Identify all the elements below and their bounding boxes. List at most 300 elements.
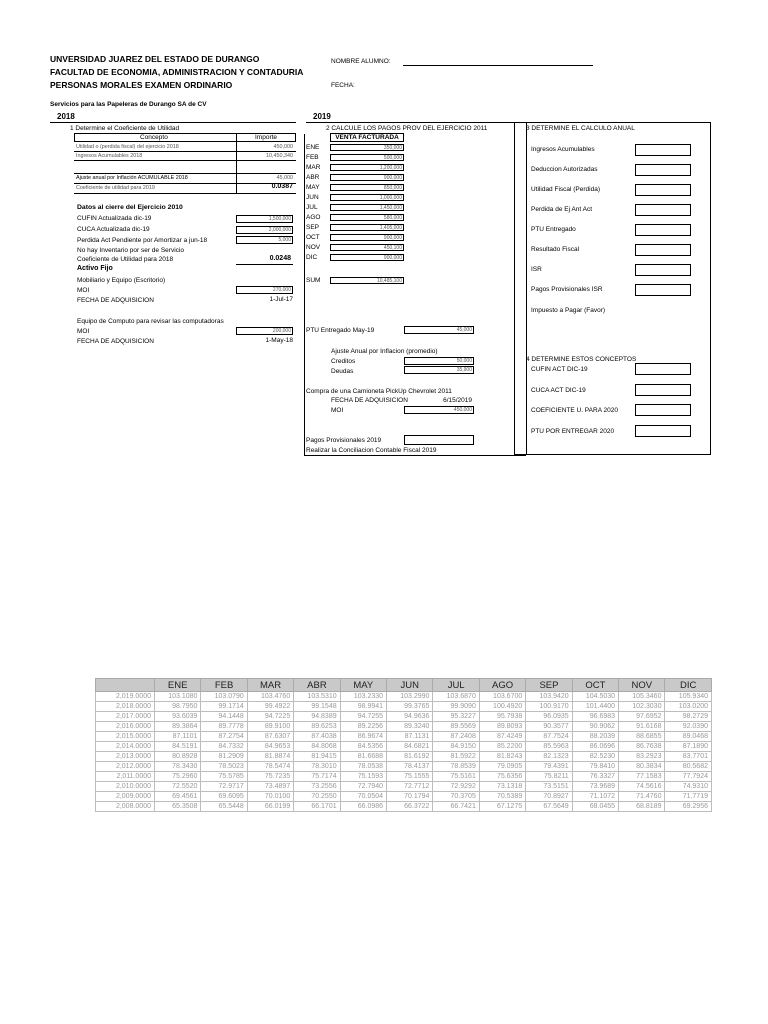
section2-title: 2 CALCULE LOS PAGOS PROV DEL EJERCICIO 2011 [326, 125, 488, 132]
inpc-value-cell: 72.7712 [387, 782, 433, 792]
date-label: FECHA: [331, 82, 355, 89]
month-value[interactable]: 450,100 [330, 244, 404, 251]
inpc-value-cell: 78.4137 [387, 762, 433, 772]
inpc-value-cell: 84.9653 [247, 742, 293, 752]
month-value[interactable]: 900,000 [330, 254, 404, 261]
month-value[interactable]: 900,000 [330, 174, 404, 181]
inpc-value-cell: 89.0468 [665, 732, 712, 742]
inpc-header-cell: FEB [201, 679, 247, 692]
inpc-value-cell: 91.6168 [619, 722, 665, 732]
section2-left-border [304, 134, 305, 455]
annual-calc-input[interactable] [635, 144, 691, 156]
inpc-value-cell: 76.3327 [572, 772, 618, 782]
inpc-value-cell: 94.7255 [340, 712, 386, 722]
row-label: Ajuste anual por Inflación ACUMULABLE 2018 [76, 175, 188, 181]
inpc-header-cell: SEP [526, 679, 572, 692]
inpc-value-cell: 99.9090 [433, 702, 479, 712]
inpc-header-cell: ENE [155, 679, 201, 692]
annual-calc-label: PTU Entregado [531, 226, 576, 233]
moi-value[interactable]: 200,000 [236, 327, 293, 335]
inpc-value-cell: 69.6095 [201, 792, 247, 802]
inpc-value-cell: 87.1890 [665, 742, 712, 752]
inpc-value-cell: 70.3705 [433, 792, 479, 802]
inpc-value-cell: 81.9415 [294, 752, 340, 762]
inpc-year-cell: 2,010.0000 [96, 782, 155, 792]
exam-title: PERSONAS MORALES EXAMEN ORDINARIO [50, 80, 233, 90]
inpc-value-cell: 88.6855 [619, 732, 665, 742]
inpc-year-cell: 2,015.0000 [96, 732, 155, 742]
inpc-year-cell: 2,012.0000 [96, 762, 155, 772]
concept-column-header: Concepto [140, 134, 168, 141]
inpc-value-cell: 77.7924 [665, 772, 712, 782]
inpc-value-cell: 86.0696 [572, 742, 618, 752]
venta-facturada-title: VENTA FACTURADA [335, 134, 399, 141]
inpc-value-cell: 81.2909 [201, 752, 247, 762]
moi-value[interactable]: 450,000 [404, 406, 474, 414]
inpc-value-cell: 92.0390 [665, 722, 712, 732]
annual-calc-label: Resultado Fiscal [531, 246, 580, 253]
inpc-year-cell: 2,017.0000 [96, 712, 155, 722]
inpc-value-cell: 90.9062 [572, 722, 618, 732]
inpc-value-cell: 81.8243 [479, 752, 525, 762]
compra-label: Compra de una Camioneta PickUp Chevrolet 2011 [306, 388, 452, 395]
concept-label: CUFIN ACT DIC-19 [531, 366, 588, 373]
inpc-value-cell: 89.9100 [247, 722, 293, 732]
annual-calc-label: Deduccion Autorizadas [531, 166, 598, 173]
inpc-value-cell: 101.4400 [572, 702, 618, 712]
inpc-value-cell: 89.3864 [155, 722, 201, 732]
inpc-value-cell: 72.9717 [201, 782, 247, 792]
inpc-value-cell: 94.8389 [294, 712, 340, 722]
inpc-header-cell: JUL [433, 679, 479, 692]
month-value[interactable]: 1,200,000 [330, 164, 404, 171]
concept-input[interactable] [635, 425, 691, 437]
section4-title: 4 DETERMINE ESTOS CONCEPTOS [526, 356, 637, 363]
month-label: MAR [306, 164, 321, 171]
month-label: JUN [306, 194, 319, 201]
inpc-value-cell: 78.3430 [155, 762, 201, 772]
frame-top-left [50, 122, 296, 123]
inpc-value-cell: 78.0538 [340, 762, 386, 772]
inpc-value-cell: 90.3577 [526, 722, 572, 732]
inpc-value-cell: 73.9689 [572, 782, 618, 792]
row-divider [74, 173, 296, 174]
inpc-value-cell: 84.8068 [294, 742, 340, 752]
month-label: NOV [306, 244, 321, 251]
inpc-header-cell: AGO [479, 679, 525, 692]
month-value[interactable]: 1,000,000 [330, 194, 404, 201]
annual-calc-input[interactable] [635, 284, 691, 296]
month-label: DIC [306, 254, 318, 261]
month-label: AGO [306, 214, 321, 221]
inpc-table [95, 678, 712, 812]
sum-label: SUM [306, 277, 321, 284]
fecha-adquisicion-value[interactable]: 6/15/2019 [443, 397, 472, 404]
month-value[interactable]: 500,000 [330, 154, 404, 161]
year-2019: 2019 [313, 112, 331, 121]
inpc-header-row [96, 679, 712, 692]
inpc-value-cell: 68.8189 [619, 802, 665, 812]
inpc-value-cell: 89.2256 [340, 722, 386, 732]
computo-label: Equipo de Computo para revisar las computadoras [77, 318, 224, 325]
month-value[interactable]: 850,000 [330, 184, 404, 191]
university-title: UNVERSIDAD JUAREZ DEL ESTADO DE DURANGO [50, 54, 260, 64]
creditos-label: Creditos [331, 358, 356, 365]
concept-label: CUCA ACT DIC-19 [531, 387, 586, 394]
inpc-year-cell: 2,013.0000 [96, 752, 155, 762]
month-value[interactable]: 580,000 [330, 214, 404, 221]
moi-value[interactable]: 270,000 [236, 286, 293, 294]
inpc-value-cell: 100.9170 [526, 702, 572, 712]
inpc-value-cell: 70.1794 [387, 792, 433, 802]
annual-calc-input[interactable] [635, 224, 691, 236]
pagos-provisionales-input[interactable] [404, 435, 474, 445]
datos-label: CUFIN Actualizada dic-19 [77, 215, 152, 222]
inpc-value-cell: 75.5785 [201, 772, 247, 782]
inpc-value-cell: 73.2556 [294, 782, 340, 792]
month-label: SEP [306, 224, 320, 231]
inpc-value-cell: 79.0905 [479, 762, 525, 772]
inpc-value-cell: 75.7235 [247, 772, 293, 782]
inpc-value-cell: 102.3030 [619, 702, 665, 712]
inpc-value-cell: 86.7638 [619, 742, 665, 752]
month-value[interactable]: 1,405,000 [330, 224, 404, 231]
inpc-value-cell: 67.1275 [479, 802, 525, 812]
section1-title: 1 Determine el Coeficiente de Utilidad [70, 125, 180, 132]
pagos-provisionales-label: Pagos Provisionales 2019 [306, 437, 382, 444]
inpc-header-cell: ABR [294, 679, 340, 692]
inpc-value-cell: 75.1555 [387, 772, 433, 782]
fecha-adquisicion-value[interactable]: 1-May-18 [265, 337, 293, 344]
inpc-value-cell: 84.7332 [201, 742, 247, 752]
annual-calc-input[interactable] [635, 184, 691, 196]
inpc-value-cell: 103.0200 [665, 702, 712, 712]
datos-value[interactable]: 2,000,000 [236, 226, 293, 234]
inpc-value-cell: 105.3460 [619, 692, 665, 702]
inpc-value-cell: 75.5161 [433, 772, 479, 782]
table-row [96, 732, 712, 742]
inpc-value-cell: 70.8927 [526, 792, 572, 802]
venta-facturada-header [330, 133, 404, 142]
inpc-value-cell: 66.3722 [387, 802, 433, 812]
inpc-value-cell: 88.2039 [572, 732, 618, 742]
table-row [96, 752, 712, 762]
inpc-value-cell: 67.5649 [526, 802, 572, 812]
month-label: ABR [306, 174, 320, 181]
inpc-value-cell: 83.7701 [665, 752, 712, 762]
inpc-year-cell: 2,018.0000 [96, 702, 155, 712]
frame-top-mid [306, 122, 526, 123]
inpc-value-cell: 83.2923 [619, 752, 665, 762]
moi-label: MOI [331, 407, 344, 414]
inpc-value-cell: 87.2754 [201, 732, 247, 742]
datos-label: Coeficiente de Utilidad para 2018 [77, 256, 174, 263]
inpc-value-cell: 74.5616 [619, 782, 665, 792]
month-value[interactable]: 350,000 [330, 144, 404, 151]
inpc-value-cell: 98.2729 [665, 712, 712, 722]
row-divider [74, 160, 296, 161]
row-divider [74, 151, 296, 152]
inpc-year-cell: 2,019.0000 [96, 692, 155, 702]
amount-column-header: Importe [255, 134, 278, 141]
inpc-value-cell: 93.6039 [155, 712, 201, 722]
inpc-value-cell: 70.0504 [340, 792, 386, 802]
row-value[interactable]: 450,000 [273, 144, 293, 150]
inpc-value-cell: 89.6253 [294, 722, 340, 732]
inpc-value-cell: 65.3508 [155, 802, 201, 812]
inpc-value-cell: 69.2956 [665, 802, 712, 812]
inpc-value-cell: 70.0100 [247, 792, 293, 802]
sum-value[interactable]: 10,485,100 [330, 277, 404, 284]
inpc-value-cell: 99.3765 [387, 702, 433, 712]
inpc-value-cell: 80.3834 [619, 762, 665, 772]
inpc-value-cell: 68.0455 [572, 802, 618, 812]
inpc-header-cell: JUN [387, 679, 433, 692]
inpc-value-cell: 73.5151 [526, 782, 572, 792]
inpc-value-cell: 81.8874 [247, 752, 293, 762]
inpc-value-cell: 73.4897 [247, 782, 293, 792]
annual-calc-input[interactable] [635, 244, 691, 256]
annual-calc-input[interactable] [635, 204, 691, 216]
year-2018: 2018 [57, 112, 75, 121]
deudas-label: Deudas [331, 368, 354, 375]
annual-calc-label: ISR [531, 266, 542, 273]
inpc-value-cell: 78.5023 [201, 762, 247, 772]
activo-fijo-title: Activo Fijo [77, 265, 113, 272]
ptu-value[interactable]: 45,000 [404, 326, 474, 334]
inpc-year-cell: 2,014.0000 [96, 742, 155, 752]
fecha-adquisicion-label: FECHA DE ADQUISICION [331, 397, 408, 404]
row-value[interactable]: 45,000 [276, 175, 293, 181]
ptu-label: PTU Entregado May-19 [306, 327, 375, 334]
inpc-value-cell: 103.0790 [201, 692, 247, 702]
inpc-value-cell: 95.7938 [479, 712, 525, 722]
inpc-value-cell: 77.1583 [619, 772, 665, 782]
inpc-value-cell: 66.1701 [294, 802, 340, 812]
table-row [96, 692, 712, 702]
inpc-value-cell: 72.7940 [340, 782, 386, 792]
table-row [96, 792, 712, 802]
inpc-value-cell: 89.3240 [387, 722, 433, 732]
inpc-value-cell: 66.0986 [340, 802, 386, 812]
inpc-value-cell: 72.5520 [155, 782, 201, 792]
month-label: OCT [306, 234, 320, 241]
inpc-year-cell: 2,016.0000 [96, 722, 155, 732]
annual-calc-label: Pagos Provisionales ISR [531, 286, 603, 293]
concept-label: COEFICIENTE U. PARA 2020 [531, 407, 618, 414]
deudas-value[interactable]: 35,900 [404, 366, 474, 374]
conciliacion-label: Realizar la Conciliacion Contable Fiscal 2019 [306, 447, 437, 454]
inpc-header-cell [96, 679, 155, 692]
inpc-value-cell: 78.8539 [433, 762, 479, 772]
table-row [96, 742, 712, 752]
month-label: JUL [306, 204, 318, 211]
inpc-value-cell: 103.6700 [479, 692, 525, 702]
table-row [96, 772, 712, 782]
inpc-value-cell: 80.5682 [665, 762, 712, 772]
utility-coefficient-2018[interactable]: 0.0248 [269, 255, 291, 262]
annual-calc-label: Ingresos Acumulables [531, 146, 595, 153]
inpc-value-cell: 82.5230 [572, 752, 618, 762]
inpc-value-cell: 94.1448 [201, 712, 247, 722]
concept-input[interactable] [635, 363, 691, 375]
inpc-value-cell: 89.5569 [433, 722, 479, 732]
inpc-value-cell: 80.8928 [155, 752, 201, 762]
concept-input[interactable] [635, 384, 691, 396]
datos-value[interactable]: 1,500,000 [236, 215, 293, 223]
inpc-header-cell: DIC [665, 679, 712, 692]
inpc-value-cell: 74.9310 [665, 782, 712, 792]
inpc-value-cell: 66.7421 [433, 802, 479, 812]
inpc-value-cell: 105.9340 [665, 692, 712, 702]
inpc-value-cell: 94.7225 [247, 712, 293, 722]
moi-label: MOI [77, 328, 90, 335]
row-label: Coeficiente de utilidad para 2019 [76, 185, 155, 191]
section1-col-divider [236, 133, 237, 193]
section3-title: 3 DETERMINE EL CALCULO ANUAL [526, 125, 635, 132]
inpc-value-cell: 103.4760 [247, 692, 293, 702]
table-row [96, 762, 712, 772]
mobiliario-label: Mobiliario y Equipo (Escritorio) [77, 277, 166, 284]
student-name-line[interactable] [403, 65, 593, 66]
table-row [96, 722, 712, 732]
annual-calc-label: Perdida de Ej Ant Act [531, 206, 593, 213]
inpc-year-cell: 2,008.0000 [96, 802, 155, 812]
month-label: MAY [306, 184, 320, 191]
inpc-year-cell: 2,011.0000 [96, 772, 155, 782]
inpc-value-cell: 103.1080 [155, 692, 201, 702]
inpc-value-cell: 103.2330 [340, 692, 386, 702]
inpc-value-cell: 103.5310 [294, 692, 340, 702]
month-label: FEB [306, 154, 319, 161]
inpc-value-cell: 69.4561 [155, 792, 201, 802]
inpc-value-cell: 70.5389 [479, 792, 525, 802]
inpc-value-cell: 87.1101 [155, 732, 201, 742]
faculty-title: FACULTAD DE ECONOMIA, ADMINISTRACION Y CONTADURIA [50, 67, 304, 77]
inpc-value-cell: 78.3010 [294, 762, 340, 772]
concept-input[interactable] [635, 404, 691, 416]
inpc-value-cell: 79.8410 [572, 762, 618, 772]
fecha-adquisicion-value[interactable]: 1-Jul-17 [269, 296, 293, 303]
row-divider [236, 264, 293, 265]
datos-label: Perdida Act Pendiente por Amortizar a jun-18 [77, 237, 208, 244]
inpc-value-cell: 103.6870 [433, 692, 479, 702]
inpc-value-cell: 73.1318 [479, 782, 525, 792]
inpc-value-cell: 89.7778 [201, 722, 247, 732]
inpc-value-cell: 87.1131 [387, 732, 433, 742]
student-name-label: NOMBRE ALUMNO: [331, 58, 391, 65]
month-value[interactable]: 900,000 [330, 234, 404, 241]
inpc-value-cell: 71.4760 [619, 792, 665, 802]
inpc-value-cell: 103.2990 [387, 692, 433, 702]
section2-right-border [526, 122, 527, 455]
inpc-value-cell: 100.4920 [479, 702, 525, 712]
inpc-value-cell: 71.1072 [572, 792, 618, 802]
creditos-value[interactable]: 50,000 [404, 357, 474, 365]
inpc-value-cell: 70.2550 [294, 792, 340, 802]
inpc-value-cell: 87.7524 [526, 732, 572, 742]
inpc-header-cell: OCT [572, 679, 618, 692]
inpc-value-cell: 95.3227 [433, 712, 479, 722]
inpc-value-cell: 103.9420 [526, 692, 572, 702]
inpc-value-cell: 78.5474 [247, 762, 293, 772]
table-row [96, 802, 712, 812]
fecha-adquisicion-label: FECHA DE ADQUISICION [77, 338, 154, 345]
inpc-value-cell: 99.4922 [247, 702, 293, 712]
datos-value[interactable]: 5,000 [236, 236, 293, 244]
row-label: Ingresos Acumulables 2018 [76, 153, 143, 159]
annual-calc-input[interactable] [635, 164, 691, 176]
inpc-value-cell: 87.2408 [433, 732, 479, 742]
table-row [96, 782, 712, 792]
inpc-value-cell: 75.6356 [479, 772, 525, 782]
inpc-value-cell: 99.1548 [294, 702, 340, 712]
inpc-value-cell: 81.6688 [340, 752, 386, 762]
row-label: Utilidad o (perdida fiscal) del ejercicio 2018 [76, 144, 179, 150]
datos-label: CUCA Actualizada dic-19 [77, 226, 150, 233]
inpc-value-cell: 87.4249 [479, 732, 525, 742]
month-label: ENE [306, 144, 320, 151]
inpc-value-cell: 98.7950 [155, 702, 201, 712]
month-value[interactable]: 1,450,000 [330, 204, 404, 211]
inpc-year-cell: 2,009.0000 [96, 792, 155, 802]
inpc-value-cell: 87.6307 [247, 732, 293, 742]
table-row [96, 712, 712, 722]
inpc-value-cell: 79.4391 [526, 762, 572, 772]
moi-label: MOI [77, 287, 90, 294]
inpc-value-cell: 75.8211 [526, 772, 572, 782]
row-value[interactable]: 10,450,340 [266, 153, 293, 159]
inpc-value-cell: 71.7719 [665, 792, 712, 802]
inpc-value-cell: 97.6952 [619, 712, 665, 722]
company-name: Servicios para las Papeleras de Durango SA de CV [50, 101, 207, 108]
utility-coefficient-2019[interactable]: 0.0387 [271, 183, 293, 190]
inpc-value-cell: 85.2200 [479, 742, 525, 752]
inpc-value-cell: 84.6821 [387, 742, 433, 752]
inpc-body [96, 692, 712, 812]
inpc-value-cell: 75.7174 [294, 772, 340, 782]
inpc-value-cell: 72.9292 [433, 782, 479, 792]
inpc-value-cell: 89.8093 [479, 722, 525, 732]
inpc-value-cell: 75.1593 [340, 772, 386, 782]
inpc-value-cell: 85.5963 [526, 742, 572, 752]
inpc-value-cell: 65.5448 [201, 802, 247, 812]
row-divider [74, 193, 296, 194]
datos-title: Datos al cierre del Ejercicio 2010 [77, 204, 183, 211]
inpc-value-cell: 66.0199 [247, 802, 293, 812]
inpc-value-cell: 84.9150 [433, 742, 479, 752]
fecha-adquisicion-label: FECHA DE ADQUISICION [77, 297, 154, 304]
inpc-value-cell: 99.1714 [201, 702, 247, 712]
inpc-value-cell: 94.9636 [387, 712, 433, 722]
inpc-value-cell: 82.1323 [526, 752, 572, 762]
inpc-value-cell: 86.9674 [340, 732, 386, 742]
inpc-header-cell: MAY [340, 679, 386, 692]
inpc-value-cell: 104.5030 [572, 692, 618, 702]
inpc-value-cell: 98.9941 [340, 702, 386, 712]
inpc-value-cell: 81.5922 [433, 752, 479, 762]
inpc-value-cell: 87.4038 [294, 732, 340, 742]
inpc-value-cell: 84.5356 [340, 742, 386, 752]
section2-bottom-border [304, 455, 526, 456]
annual-calc-input[interactable] [635, 264, 691, 276]
annual-calc-label: Impuesto a Pagar (Favor) [531, 307, 606, 314]
ajuste-label: Ajuste Anual por Inflacion (promedio) [331, 348, 438, 355]
inpc-value-cell: 81.6192 [387, 752, 433, 762]
inpc-value-cell: 84.5191 [155, 742, 201, 752]
table-row [96, 702, 712, 712]
annual-calc-label: Utilidad Fiscal (Perdida) [531, 186, 600, 193]
